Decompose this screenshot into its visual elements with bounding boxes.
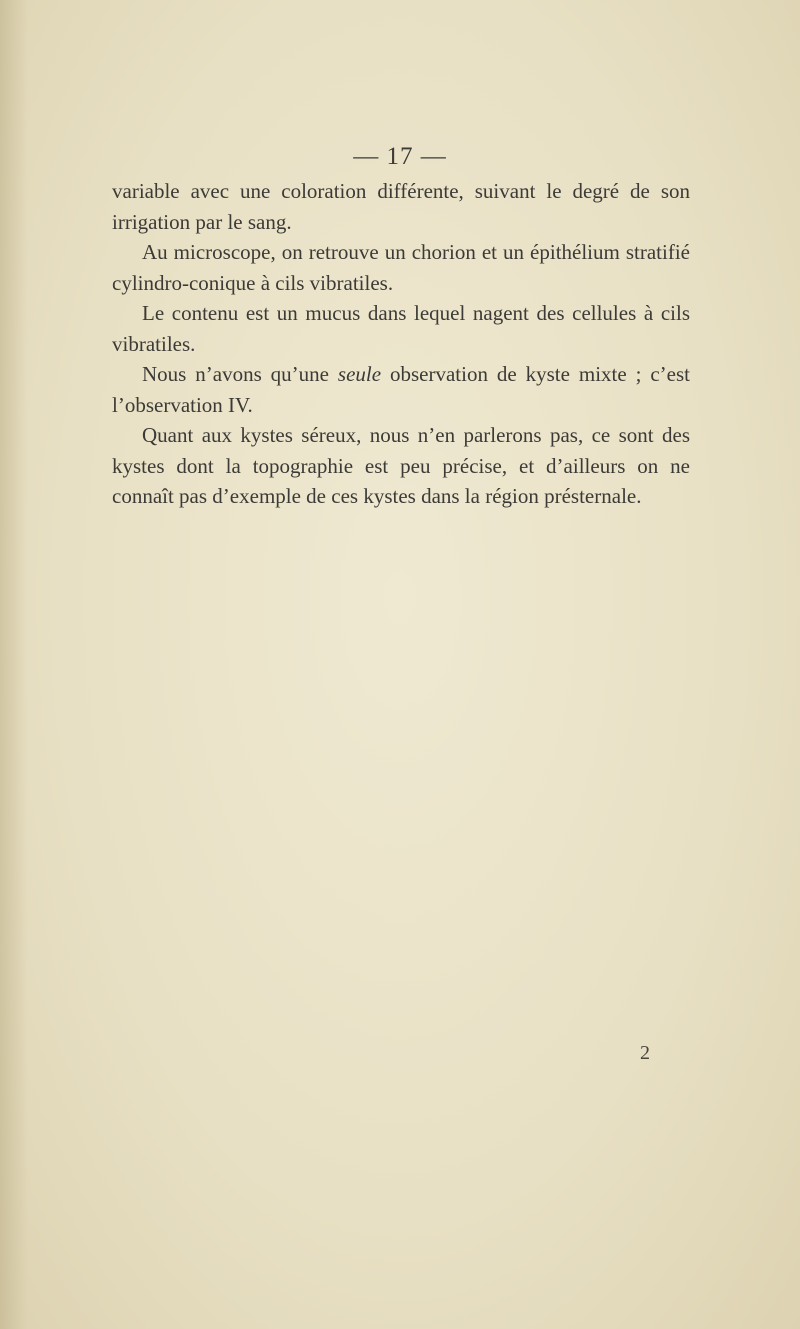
- paragraph-2: Au microscope, on retrouve un chorion et un épithélium stratifié cylindro-conique à cils vibratiles.: [112, 240, 690, 295]
- paragraph-4-emphasis: seule: [337, 362, 382, 386]
- body-text: [112, 176, 690, 512]
- paragraph-4: [112, 359, 690, 420]
- page-number: — 17 —: [353, 143, 447, 170]
- paragraph-1: variable avec une coloration différente, suivant le degré de son irrigation par le sang.: [112, 179, 690, 234]
- paragraph-5: Quant aux kystes séreux, nous n’en parlerons pas, ce sont des kystes dont la topographie est peu précise, et d’ailleurs on ne connaît pas d’exemple de ces kystes dans la région présternale.: [112, 423, 690, 508]
- paragraph-3: Le contenu est un mucus dans lequel nagent des cellules à cils vibratiles.: [112, 301, 690, 356]
- page-edge-shadow: [0, 0, 28, 1329]
- paragraph-4-before: Nous n’avons qu’une: [142, 362, 338, 386]
- paragraph-4-after: observation de kyste mixte ; c’est l’observation IV.: [112, 362, 690, 417]
- signature-mark: 2: [640, 1042, 650, 1064]
